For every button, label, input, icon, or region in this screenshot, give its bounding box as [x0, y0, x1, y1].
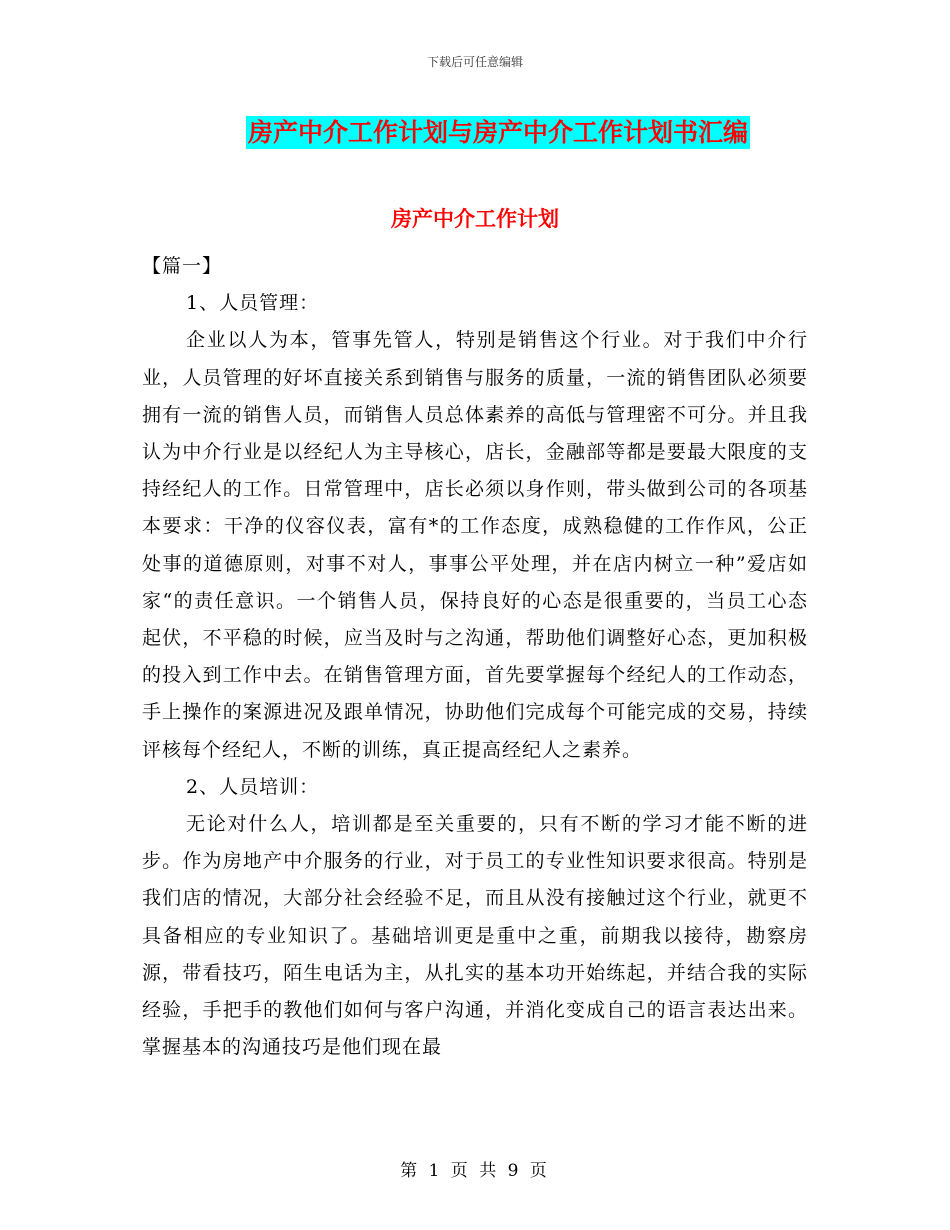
document-title-highlight: 房产中介工作计划与房产中介工作计划书汇编: [247, 118, 748, 147]
paragraph-personnel-management: 企业以人为本，管事先管人，特别是销售这个行业。对于我们中介行业，人员管理的好坏直接关系到销售与服务的质量，一流的销售团队必须要拥有一流的销售人员，而销售人员总体素养的高低与管理密不可分。并且我认为中介行业是以经纪人为主导核心，店长，金融部等都是要最大限度的支持经纪人的工作。日常管理中，店长必须以身作则，带头做到公司的各项基本要求：干净的仪容仪表，富有*的工作态度，成熟稳健的工作作风，公正处事的道德原则，对事不对人，事事公平处理，并在店内树立一种”爱店如家“的责任意识。一个销售人员，保持良好的心态是很重要的，当员工心态起伏，不平稳的时候，应当及时与之沟通，帮助他们调整好心态，更加积极的投入到工作中去。在销售管理方面，首先要掌握每个经纪人的工作动态，手上操作的案源进况及跟单情况，协助他们完成每个可能完成的交易，持续评核每个经纪人，不断的训练，真正提高经纪人之素养。: [142, 329, 808, 761]
document-subtitle: 房产中介工作计划: [391, 207, 559, 231]
section-label: 【篇一】: [142, 255, 223, 277]
document-body: [142, 248, 808, 1066]
document-title: [0, 113, 950, 149]
header-note: 下载后可任意编辑: [426, 55, 523, 69]
paragraph-personnel-training: 无论对什么人，培训都是至关重要的，只有不断的学习才能不断的进步。作为房地产中介服务的行业，对于员工的专业性知识要求很高。特别是我们店的情况，大部分社会经验不足，而且从没有接触过这个行业，就更不具备相应的专业知识了。基础培训更是重中之重，前期我以接待，勘察房源，带看技巧，陌生电话为主，从扎实的基本功开始练起，并结合我的实际经验，手把手的教他们如何与客户沟通，并消化变成自己的语言表达出来。掌握基本的沟通技巧是他们现在最: [142, 813, 808, 1059]
section-heading-personnel-management: 1、人员管理：: [186, 292, 320, 315]
page-indicator: 第 1 页 共 9 页: [400, 1161, 550, 1181]
section-heading-personnel-training: 2、人员培训：: [186, 775, 320, 798]
